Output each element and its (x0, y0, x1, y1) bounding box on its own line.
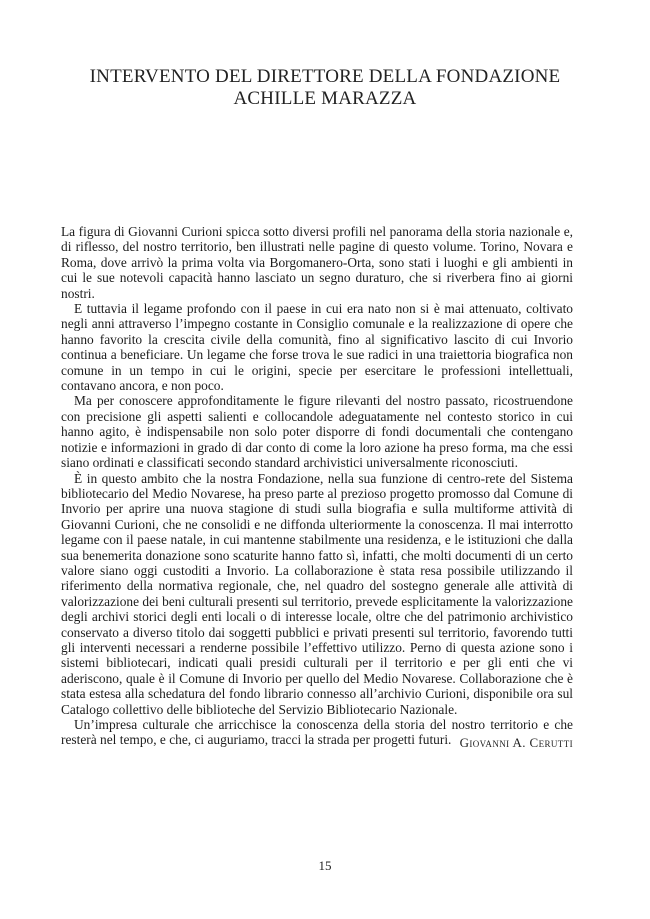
title-line-2: ACHILLE MARAZZA (233, 88, 417, 109)
body-text (61, 224, 573, 748)
author-signature: Giovanni A. Cerutti (459, 735, 573, 750)
paragraph: È in questo ambito che la nostra Fondazione, nella sua funzione di centro-rete del Sistema bibliotecario del Medio Novarese, ha preso parte al prezioso progetto promosso dal Comune di Invorio per aprire una nuova stagione di studi sulla biografia e sulla multiforme attività di Giovanni Curioni, che ne consolidi e ne diffonda ulteriormente la conoscenza. Il mai interrotto legame con il paese natale, in cui mantenne stabilmente una residenza, e le istituzioni che dalla sua benemerita donazione sono scaturite hanno fatto sì, infatti, che molti documenti di un certo valore siano oggi custoditi a Invorio. La collaborazione è stata resa possibile utilizzando il riferimento della normativa regionale, che, nel quadro del sostegno generale alle attività di valorizzazione dei beni culturali presenti sul territorio, prevede esplicitamente la valorizzazione degli archivi storici degli enti locali o di interesse locale, oltre che del patrimonio archivistico conservato a diverso titolo dai soggetti pubblici e privati presenti sul territorio, favorendo tutti gli interventi necessari a renderne possibile l’effettivo utilizzo. Perno di questa azione sono i sistemi bibliotecari, indicati quali presidi culturali per il territorio e per gli enti che vi aderiscono, quale è il Comune di Invorio per quello del Medio Novarese. Collaborazione che è stata estesa alla schedatura del fondo librario connesso all’archivio Curioni, disponibile ora sul Catalogo collettivo delle biblioteche del Servizio Bibliotecario Nazionale. (61, 470, 573, 717)
paragraph: Ma per conoscere approfonditamente le figure rilevanti del nostro passato, ricostruendone con precisione gli aspetti salienti e collocandole adeguatamente nel contesto storico in cui hanno agito, è indispensabile non solo poter disporre di fondi documentali che contengano notizie e informazioni in grado di dar conto di come la loro azione ha preso forma, ma che essi siano ordinati e classificati secondo standard archivistici universalmente riconosciuti. (61, 393, 573, 471)
page-title (40, 66, 610, 110)
paragraph: La figura di Giovanni Curioni spicca sotto diversi profili nel panorama della storia nazionale e, di riflesso, del nostro territorio, ben illustrati nelle pagine di questo volume. Torino, Novara e Roma, dove arrivò la prima volta via Borgomanero-Orta, sono stati i luoghi e gli ambienti in cui le sue notevoli capacità hanno lasciato un segno duraturo, che si riverbera fino ai giorni nostri. (61, 224, 573, 301)
paragraph: Un’impresa culturale che arricchisce la conoscenza della storia del nostro territorio e che resterà nel tempo, e che, ci auguriamo, tracci la strada per progetti futuri. (61, 717, 573, 748)
paragraph: E tuttavia il legame profondo con il paese in cui era nato non si è mai attenuato, coltivato negli anni attraverso l’impegno costante in Consiglio comunale e la realizzazione di opere che hanno favorito la crescita civile della comunità, fino al significativo lascito di cui Invorio continua a beneficiare. Un legame che forse trova le sue radici in una traiettoria biografica non comune in un tempo in cui le origini, specie per esercitare le professioni intellettuali, contavano ancora, e non poco. (61, 301, 573, 394)
page-number: 15 (318, 858, 332, 873)
title-line-1: INTERVENTO DEL DIRETTORE DELLA FONDAZIONE (89, 66, 561, 87)
